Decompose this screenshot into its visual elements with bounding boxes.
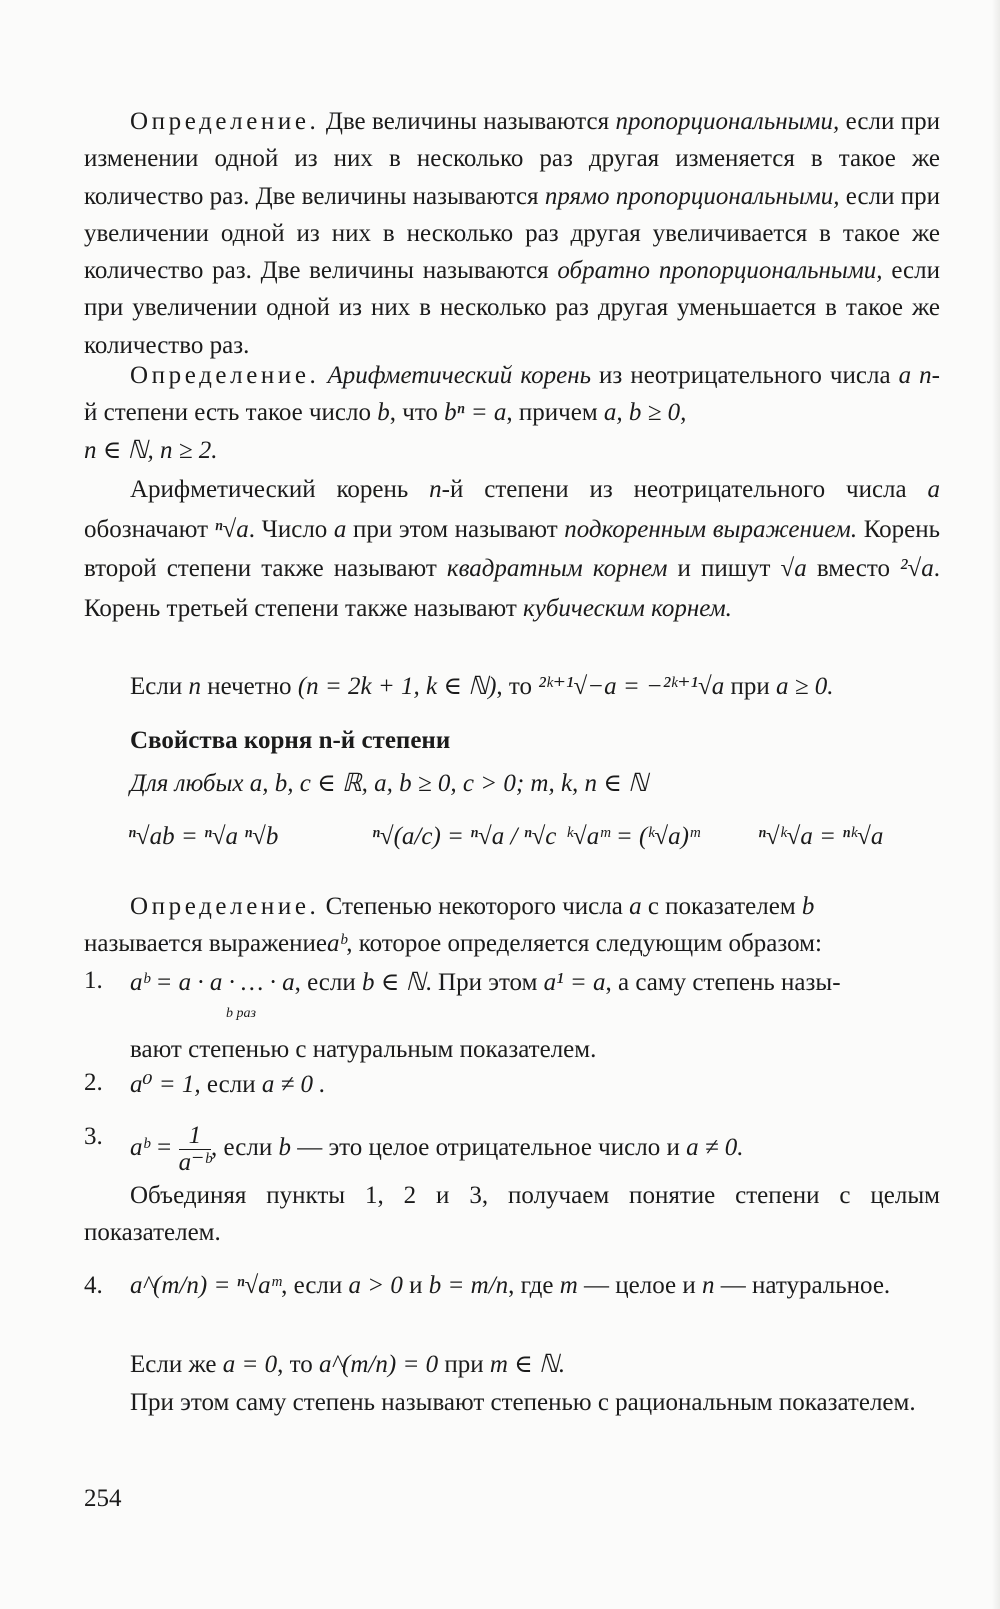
text: . При этом bbox=[425, 969, 544, 996]
text: — целое и bbox=[577, 1272, 703, 1299]
definition-arithmetic-root bbox=[84, 357, 940, 469]
term-proportional: пропорциональными, bbox=[615, 108, 840, 135]
text: Арифметический корень bbox=[130, 476, 430, 503]
formula: Для любых a, b, c ∈ ℝ, a, b ≥ 0, c > 0; m, k, n ∈ ℕ bbox=[130, 770, 649, 797]
text: , которое определяется следующим образом: bbox=[346, 930, 822, 958]
item-4 bbox=[130, 1272, 890, 1300]
property-quotient-root: ⁿ√(a/c) = ⁿ√a / ⁿ√c bbox=[372, 823, 557, 850]
formula: a, b ≥ 0, bbox=[603, 399, 687, 427]
text: , где bbox=[508, 1272, 560, 1299]
var: n bbox=[702, 1272, 715, 1299]
properties-condition bbox=[130, 768, 648, 798]
text: с показателем bbox=[641, 893, 802, 920]
text: Если bbox=[130, 673, 189, 700]
text: Корень второй степени также называют bbox=[84, 515, 941, 582]
zero-base-case bbox=[130, 1349, 565, 1379]
formula: b ∈ ℕ bbox=[362, 969, 426, 996]
text: . Число bbox=[248, 515, 334, 543]
denominator: a⁻ᵇ bbox=[178, 1149, 212, 1176]
text: , то bbox=[496, 673, 539, 700]
formula: bⁿ = a bbox=[444, 399, 507, 427]
rational-power-note: При этом саму степень называют степенью с рациональным показателем. bbox=[130, 1389, 916, 1416]
text: Степенью некоторого числа bbox=[319, 893, 630, 920]
text: если при увеличении одной из них в несколько раз другая уменьшается в такое же количество раз. bbox=[84, 257, 941, 359]
item-4-number: 4. bbox=[84, 1272, 103, 1299]
text: -й степени из неотрицательного числа bbox=[441, 476, 928, 503]
definition-label: Определение. bbox=[130, 362, 320, 389]
text: Две величины называются bbox=[319, 108, 616, 135]
var: a bbox=[927, 476, 941, 503]
formula: a ≠ 0 . bbox=[261, 1071, 326, 1098]
text: , а саму степень назы- bbox=[605, 969, 841, 996]
var: a bbox=[898, 362, 912, 389]
text: , если bbox=[294, 969, 362, 996]
formula: a⁰ = 1, bbox=[130, 1071, 201, 1098]
var: n bbox=[429, 476, 442, 503]
underbrace-label: b раз bbox=[226, 1006, 256, 1021]
text: и пишут bbox=[667, 555, 781, 582]
text: из неотрицательного числа bbox=[590, 362, 899, 389]
property-product-root: ⁿ√ab = ⁿ√a ⁿ√b bbox=[128, 823, 279, 850]
text: , если bbox=[211, 1134, 279, 1162]
item-3-number: 3. bbox=[84, 1123, 103, 1150]
text: при bbox=[438, 1351, 490, 1378]
formula: a ≥ 0. bbox=[776, 673, 834, 700]
definition-power bbox=[84, 888, 940, 963]
text: Если же bbox=[130, 1351, 223, 1378]
text: , если bbox=[281, 1272, 349, 1299]
text: -й степени есть такое число bbox=[84, 362, 940, 427]
text: если bbox=[200, 1071, 262, 1098]
term-square-root: квадратным корнем bbox=[446, 555, 668, 582]
item-1-number: 1. bbox=[84, 967, 103, 994]
formula: √a bbox=[780, 555, 807, 582]
formula: a¹ = a bbox=[543, 969, 606, 996]
root-notation bbox=[84, 470, 940, 628]
formula: a ≠ 0. bbox=[686, 1134, 744, 1162]
integer-power-summary: Объединяя пункты 1, 2 и 3, получаем понятие степени с целым показателем. bbox=[84, 1182, 940, 1247]
property-power-root: ᵏ√aᵐ = (ᵏ√a)ᵐ bbox=[566, 823, 700, 850]
var: b bbox=[801, 893, 815, 920]
definition-label: Определение. bbox=[130, 108, 320, 135]
term-radicand: подкоренным выражением. bbox=[564, 515, 858, 543]
formula: a^(m/n) = 0 bbox=[319, 1351, 439, 1378]
text: , то bbox=[277, 1351, 319, 1378]
fraction bbox=[179, 1123, 211, 1176]
var: b bbox=[377, 399, 390, 427]
formula: ⁿ√a bbox=[214, 515, 249, 543]
formula: aᵇ = bbox=[130, 1134, 173, 1162]
text: нечетно bbox=[200, 673, 298, 700]
term-direct-proportional: прямо пропорциональными, bbox=[544, 182, 840, 210]
page-number: 254 bbox=[84, 1485, 122, 1512]
text: и bbox=[402, 1272, 429, 1299]
text: — это целое отрицательное число и bbox=[290, 1134, 687, 1162]
var: a bbox=[333, 515, 347, 543]
item-3 bbox=[130, 1123, 744, 1176]
formula: ²ᵏ⁺¹√−a = −²ᵏ⁺¹√a bbox=[538, 673, 725, 700]
text: обозначают bbox=[84, 515, 215, 543]
term-cube-root: кубическим корнем. bbox=[523, 594, 732, 622]
text: вместо bbox=[806, 555, 901, 582]
formula: aᵇ bbox=[326, 930, 347, 958]
formula: a = 0 bbox=[222, 1351, 278, 1378]
section-heading: Свойства корня n-й степени bbox=[130, 727, 451, 754]
scan-edge-shadow bbox=[992, 0, 1000, 1609]
term-inverse-proportional: обратно пропорциональными, bbox=[557, 257, 883, 285]
odd-root-property bbox=[84, 668, 940, 705]
text: если при увеличении одной из них в несколько раз другая увеличивается в такое же количество раз. Две величины называются bbox=[84, 182, 940, 285]
text: — натуральное. bbox=[714, 1272, 891, 1299]
item-1 bbox=[130, 967, 841, 997]
formula: (n = 2k + 1, k ∈ ℕ) bbox=[297, 673, 497, 700]
var: a bbox=[629, 893, 642, 920]
text: называется выражение bbox=[84, 930, 327, 958]
text: если при изменении одной из них в несколько раз другая изменяется в такое же количество раз. Две величины называются bbox=[84, 108, 940, 210]
var: m bbox=[559, 1272, 578, 1299]
text: при этом называют bbox=[346, 515, 565, 543]
var: b bbox=[278, 1134, 291, 1162]
formula: b = m/n bbox=[428, 1272, 509, 1299]
formula: m ∈ ℕ. bbox=[489, 1351, 566, 1378]
text: при bbox=[724, 673, 777, 700]
formula: n ∈ ℕ, n ≥ 2. bbox=[84, 436, 218, 464]
formula: a^(m/n) = ⁿ√aᵐ bbox=[130, 1272, 282, 1299]
item-2-number: 2. bbox=[84, 1069, 103, 1096]
term-arithmetic-root: Арифметический корень bbox=[327, 362, 591, 389]
definition-proportional bbox=[84, 103, 940, 364]
numerator: 1 bbox=[179, 1123, 211, 1150]
text: . Корень третьей степени также называют bbox=[84, 555, 941, 622]
formula: ²√a bbox=[900, 555, 934, 582]
var: n bbox=[919, 362, 932, 389]
item-1-continuation: вают степенью с натуральным показателем. bbox=[130, 1036, 597, 1063]
formula: aᵇ = a · a · … · a bbox=[130, 969, 295, 996]
var: n bbox=[188, 673, 201, 700]
formula: a > 0 bbox=[348, 1272, 403, 1299]
definition-label: Определение. bbox=[130, 893, 320, 920]
text: , что bbox=[389, 399, 445, 427]
item-2 bbox=[130, 1069, 326, 1099]
text: , причем bbox=[506, 399, 604, 427]
property-nested-root: ⁿ√ᵏ√a = ⁿᵏ√a bbox=[758, 823, 884, 850]
